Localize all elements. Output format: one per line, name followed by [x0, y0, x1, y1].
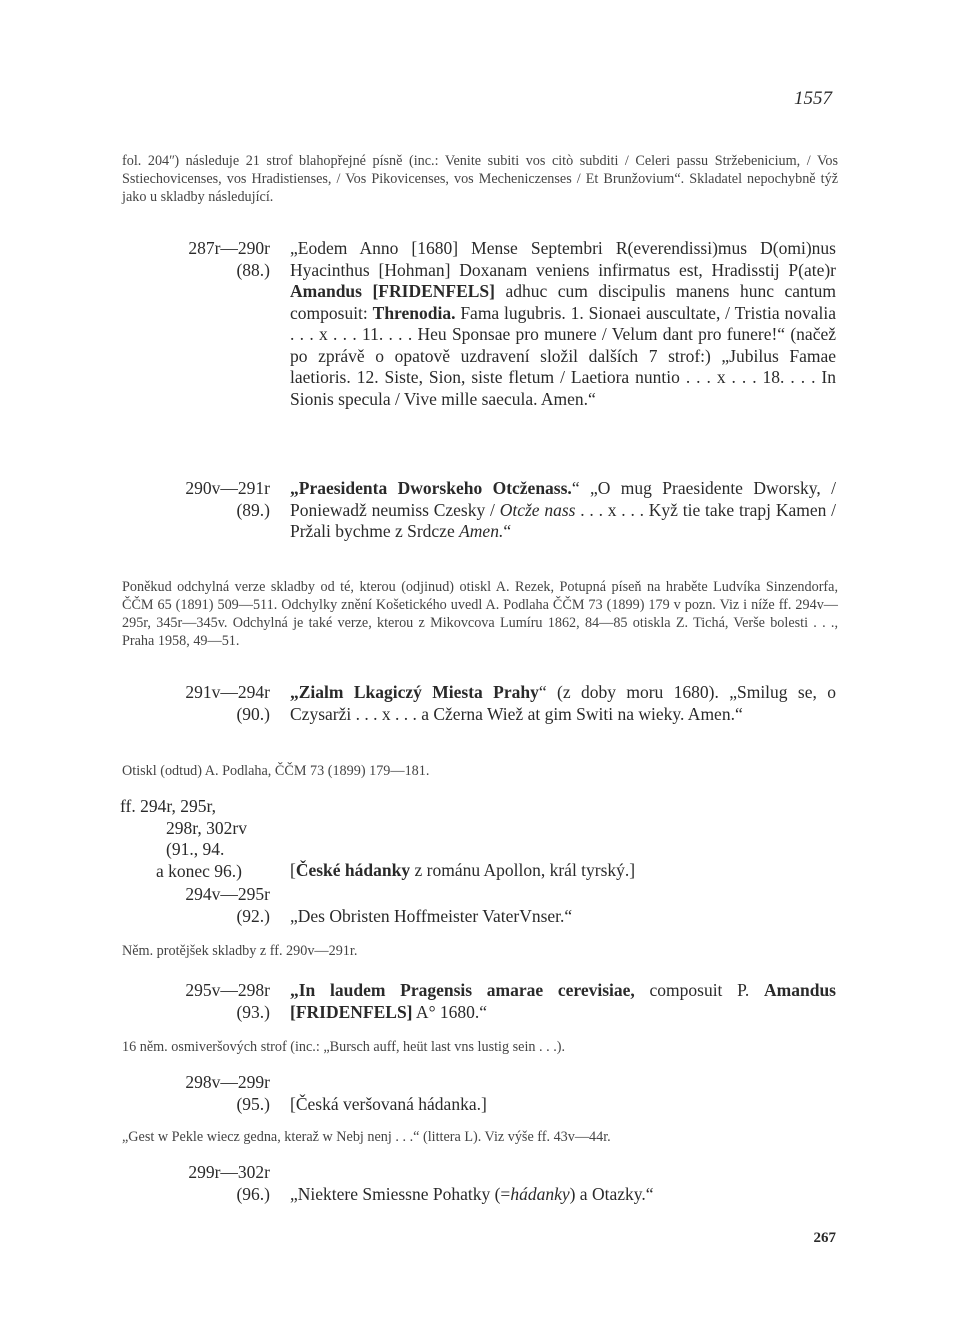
entry-92-note: Něm. protějšek skladby z ff. 290v—291r. — [122, 943, 358, 959]
entry-88-part3: Fama lugubris. 1. Sionaei auscultate, / Tristia novalia . . . x . . . 11. . . . Heu Sponsae pro munere / Velum dant pro funere!“ (načež po zprávě o opatově uzdravení složil dalších 7 strof:) „Jubilus Famae laetioris. 12. Siste, Sion, siste fletum / Laetiora nuntio . . . x . . . 18. . . . In Sionis specula / Vive mille saecula. Amen.“ — [290, 302, 836, 409]
entry-89-part3: “ — [503, 521, 512, 541]
entry-90-note: Otiskl (odtud) A. Podlaha, ČČM 73 (1899) 179—181. — [122, 763, 430, 779]
entry-88-folios: 287r—290r — [188, 238, 270, 258]
entry-96-folios: 299r—302r — [188, 1162, 270, 1182]
entry-91-ref-line1: ff. 294r, 295r, — [120, 796, 216, 816]
entry-88-part2: adhuc cum discipulis manens hunc cantum composuit: — [290, 281, 837, 323]
entry-93-part1: composuit P. — [634, 980, 765, 1000]
intro-note: fol. 204ʺ) následuje 21 strof blahopřejné písně (inc.: Venite subiti vos citò subditi / Celeri passu Stržebenicium, / Vos Sstiechovicenses, vos Hradistienses, / Vos Pikovicenses, vos Mecheniczenses / Et Brunžovium“. Skladatel nepochybně týž jako u skladby následující. — [122, 153, 838, 205]
entry-96-number: (96.) — [236, 1183, 270, 1204]
entry-93-reference — [122, 980, 270, 1023]
entry-93-part2: A° 1680.“ — [412, 1001, 488, 1022]
entry-89-italic1: Otcže nass — [499, 499, 576, 520]
entry-89-number: (89.) — [236, 499, 270, 520]
entry-91-ref-line3: (91., 94. — [166, 839, 225, 859]
entry-88-title: Threnodia. — [372, 302, 456, 323]
entry-90-number: (90.) — [236, 703, 270, 724]
entry-95-reference — [122, 1072, 270, 1115]
entry-90-folios: 291v—294r — [185, 682, 270, 702]
entry-93-text — [290, 980, 836, 1023]
entry-91-title: České hádanky — [295, 860, 411, 880]
entry-95-text: [Česká veršovaná hádanka.] — [290, 1094, 487, 1114]
entry-96-part1: „Niektere Smiessne Pohatky (= — [290, 1184, 511, 1204]
entry-89-reference — [122, 478, 270, 521]
entry-96-italic: hádanky — [510, 1184, 570, 1204]
entry-89-folios: 290v—291r — [185, 478, 270, 498]
entry-89-italic2: Amen. — [459, 521, 504, 541]
entry-95-folios: 298v—299r — [185, 1072, 270, 1092]
entry-91-ref-line4: a konec 96.) — [156, 860, 243, 881]
entry-88-reference — [122, 238, 270, 281]
entry-91-text — [290, 860, 836, 882]
entry-91-reference — [120, 796, 280, 882]
entry-88-text — [290, 238, 836, 410]
entry-96-part2: ) a Otazky.“ — [569, 1184, 654, 1204]
entry-88-part1: „Eodem Anno [1680] Mense Septembri R(everendissi)mus D(omi)nus Hyacinthus [Hohman] Doxanam veniens infirmatus est, Hradisstij P(ate)r — [290, 238, 836, 280]
entry-93-note: 16 něm. osmiveršových strof (inc.: „Bursch auff, heüt last vns lustig sein . . .). — [122, 1039, 566, 1055]
entry-91-part1: z románu Apollon, král tyrský.] — [410, 860, 636, 880]
entry-93-title: „In laudem Pragensis amarae cerevisiae, — [290, 980, 635, 1000]
entry-91-bracket: [ — [290, 860, 296, 880]
entry-92-number: (92.) — [236, 905, 270, 926]
entry-93-folios: 295v—298r — [185, 980, 270, 1000]
entry-90-part1: “ (z doby moru 1680). „Smilug se, o Czysarži . . . x . . . a Cžerna Wiež at gim Switi na wieky. Amen.“ — [290, 682, 836, 724]
entry-88-number: (88.) — [236, 259, 270, 280]
entry-92-folios: 294v—295r — [185, 884, 270, 904]
entry-90-title: „Zialm Lkagiczý Miesta Prahy — [290, 682, 539, 702]
entry-96-text — [290, 1184, 836, 1206]
entry-96-reference — [122, 1162, 270, 1205]
entry-95-note: „Gest w Pekle wiecz gedna, kteraž w Nebj nenj . . .“ (littera L). Viz výše ff. 43v—44r. — [122, 1129, 611, 1145]
entry-95-number: (95.) — [236, 1093, 270, 1114]
entry-89-part1: “ „O mug Praesidente Dworsky, / Poniewadž neumiss Czesky / — [290, 478, 837, 520]
entry-89-note: Poněkud odchylná verze skladby od té, kterou (odjinud) otiskl A. Rezek, Potupná píseň na hraběte Ludvíka Sinzendorfa, ČČM 65 (1891) 509—511. Odchylky znění Košetického uvedl A. Podlaha ČČM 73 (1899) 179 v pozn. Viz i níže ff. 294v—295r, 345r—345v. Odchylná je také verze, kterou z Mikovcova Lumíru 1862, 84—85 otiskla Z. Tichá, Verše bolesti . . ., Praha 1958, 49—51. — [122, 579, 838, 649]
entry-91-ref-line2: 298r, 302rv — [166, 817, 247, 838]
entry-93-author: Amandus [FRIDENFELS] — [290, 980, 836, 1022]
entry-89-title: „Praesidenta Dworskeho Otcženass. — [290, 478, 572, 498]
entry-93-number: (93.) — [236, 1001, 270, 1022]
running-head: 1557 — [794, 88, 832, 109]
entry-88-author: Amandus [FRIDENFELS] — [290, 281, 495, 301]
entry-89-text — [290, 478, 836, 543]
entry-89-part2: . . . x . . . Kyž tie take trapj Kamen / Pržali bychme z Srdcze — [290, 499, 837, 541]
entry-92-text: „Des Obristen Hoffmeister VaterVnser.“ — [290, 906, 573, 926]
page-number: 267 — [813, 1230, 836, 1246]
entry-90-reference — [122, 682, 270, 725]
entry-90-text — [290, 682, 836, 725]
entry-92-reference — [122, 884, 270, 927]
